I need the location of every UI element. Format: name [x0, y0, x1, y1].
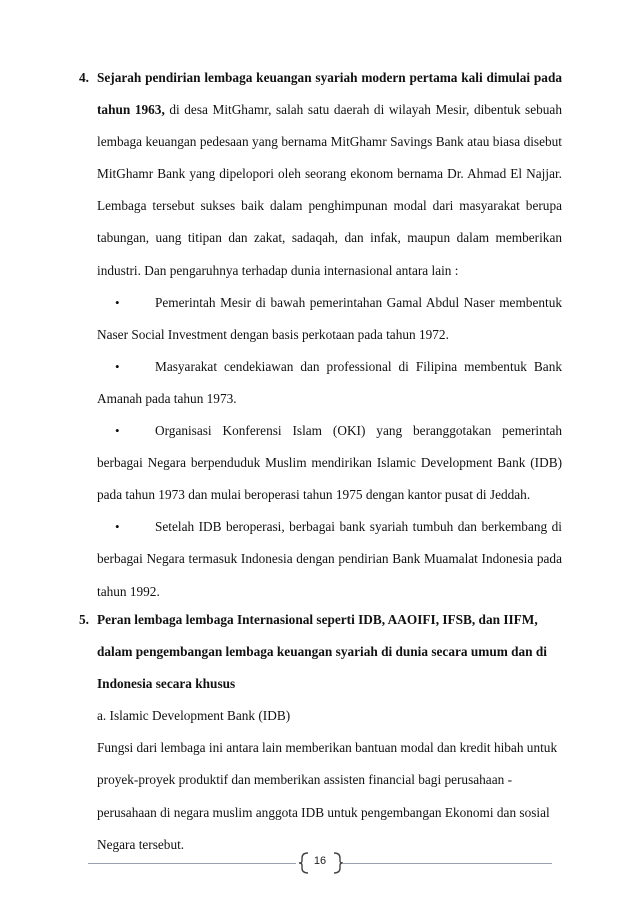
section-item-4 [79, 62, 562, 608]
list-item [97, 351, 562, 415]
bullet-text: Organisasi Konferensi Islam (OKI) yang beranggotakan pemerintah berbagai Negara berpenduduk Muslim mendirikan Islamic Development Bank (IDB) pada tahun 1973 dan mulai beroperasi tahun 1975 dengan kantor pusat di Jeddah. [97, 423, 562, 503]
bullet-text: Masyarakat cendekiawan dan professional di Filipina membentuk Bank Amanah pada tahun 1973. [97, 358, 562, 406]
bullet-text: Setelah IDB beroperasi, berbagai bank syariah tumbuh dan berkembang di berbagai Negara termasuk Indonesia dengan pendirian Bank Muamalat Indonesia pada tahun 1992. [97, 519, 562, 599]
page-footer [88, 852, 552, 876]
item-4-bullet-list [97, 287, 562, 608]
footer-rule-left [88, 863, 296, 864]
section-item-5 [79, 604, 562, 861]
bullet-text: Pemerintah Mesir di bawah pemerintahan Gamal Abdul Naser membentuk Naser Social Investment dengan basis perkotaan pada tahun 1972. [97, 294, 562, 342]
bullet-icon: • [115, 519, 120, 535]
item-5-heading: Peran lembaga lembaga Internasional seperti IDB, AAOIFI, IFSB, dan IIFM, dalam pengembangan lembaga keuangan syariah di dunia secara umum dan di Indonesia secara khusus [97, 612, 547, 692]
right-bracket-icon [304, 852, 344, 874]
item-5-subheading: a. Islamic Development Bank (IDB) [97, 708, 291, 724]
item-number: 4. [79, 70, 89, 85]
list-item [97, 415, 562, 511]
list-item [97, 287, 562, 351]
item-4-paragraph [97, 62, 562, 287]
item-4-body [97, 62, 562, 608]
page-number: 16 [313, 855, 327, 867]
item-4-lead: Sejarah pendirian lembaga keuangan syariah modern pertama kali dimulai pada tahun 1963, [97, 70, 562, 118]
item-4-text: di desa MitGhamr, salah satu daerah di wilayah Mesir, dibentuk sebuah lembaga keuangan pedesaan yang bernama MitGhamr Savings Bank atau biasa disebut MitGhamr Bank yang dipelopori oleh seorang ekonom bernama Dr. Ahmad El Najjar. Lembaga tersebut sukses baik dalam penghimpunan modal dari masyarakat berupa tabungan, uang titipan dan zakat, sadaqah, dan infak, maupun dalam memberikan industri. Dan pengaruhnya terhadap dunia internasional antara lain : [97, 102, 562, 278]
list-item [97, 511, 562, 607]
bullet-icon: • [115, 423, 120, 439]
item-5-body [97, 604, 562, 861]
item-number: 5. [79, 612, 89, 627]
bullet-icon: • [115, 358, 120, 374]
item-5-text: Fungsi dari lembaga ini antara lain memberikan bantuan modal dan kredit hibah untuk proyek-proyek produktif dan memberikan assisten financial bagi perusahaan -perusahaan di negara muslim anggota IDB untuk pengembangan Ekonomi dan sosial Negara tersebut. [97, 740, 558, 852]
footer-rule-right [342, 863, 552, 864]
bullet-icon: • [115, 294, 120, 310]
